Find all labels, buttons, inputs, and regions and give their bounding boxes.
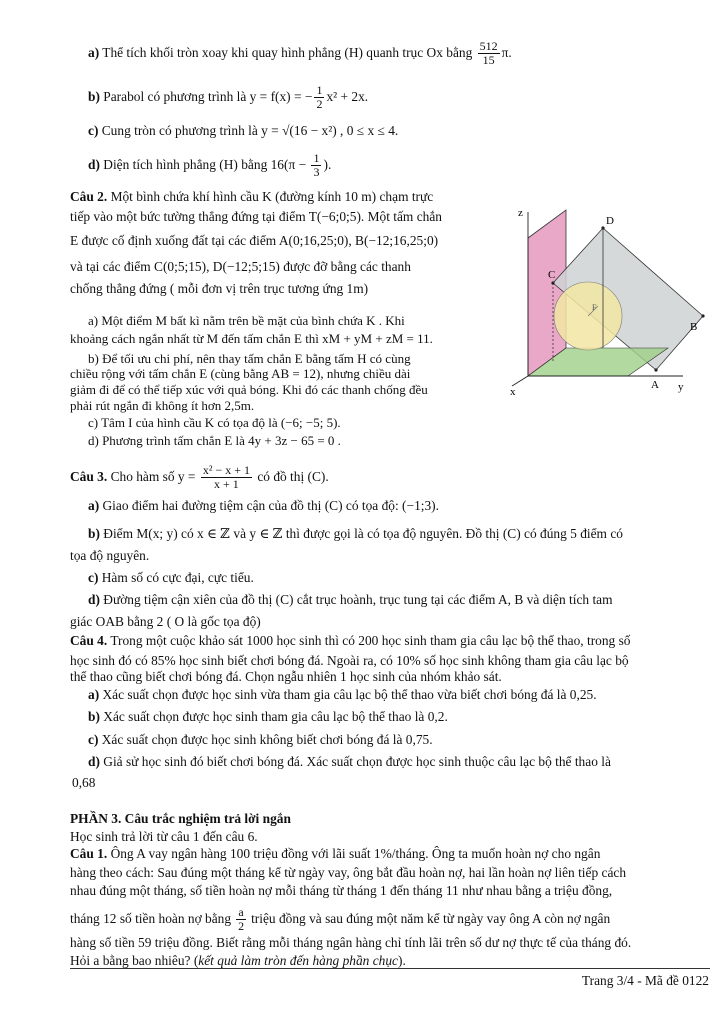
- label-f: F: [592, 303, 597, 312]
- label-c: C: [548, 269, 556, 281]
- q4-a: a) Xác suất chọn được học sinh vừa tham gia câu lạc bộ thể thao vừa biết chơi bóng đá là 0,25.: [88, 687, 597, 702]
- label-d: D: [606, 215, 614, 227]
- part3-q1-line6: Hỏi a bằng bao nhiêu? (kết quả làm tròn đến hàng phần chục).: [70, 953, 406, 968]
- part3-q1-line2: hàng theo cách: Sau đúng một tháng kể từ ngày vay, ông bắt đầu hoàn nợ, hai lần hoàn nợ liên tiếp cách: [70, 865, 627, 880]
- q2-d: d) Phương trình tấm chắn E là 4y + 3z − 65 = 0 .: [88, 433, 341, 448]
- page-footer: Trang 3/4 - Mã đề 0122: [581, 973, 709, 988]
- q3-d2: giác OAB bằng 2 ( O là gốc tọa độ): [70, 614, 261, 629]
- q2-b3: giảm đi để có thể tiếp xúc với quả bóng. Khi đó các thanh chống đều: [70, 382, 428, 397]
- part3-q1-line5: hàng số tiền 59 triệu đồng. Biết rằng mỗi tháng ngân hàng chỉ tính lãi trên số dư nợ thực tế của tháng đó.: [70, 935, 632, 950]
- q4-b: b) Xác suất chọn được học sinh tham gia câu lạc bộ thể thao là 0,2.: [88, 709, 448, 724]
- x-axis: [512, 376, 528, 386]
- label-z: z: [518, 207, 523, 219]
- part3-q1-line3: nhau đúng một tháng, số tiền hoàn nợ mỗi tháng từ tháng 1 đến tháng 11 như nhau bằng a triệu đồng,: [70, 883, 613, 898]
- q1-a: a) Thể tích khối tròn xoay khi quay hình phẳng (H) quanh trục Ox bằng $\frac{512}{15}$ π.: [88, 39, 512, 68]
- q2-b4: phải rút ngắn đi không ít hơn 2,5m.: [70, 398, 255, 413]
- q2-line4: và tại các điểm C(0;5;15), D(−12;5;15) được đỡ bằng các thanh: [70, 259, 411, 274]
- label-b: B: [690, 321, 698, 333]
- q3-c: c) Hàm số có cực đại, cực tiểu.: [88, 570, 254, 585]
- q2-line5: chống thẳng đứng ( mỗi đơn vị trên trục tương ứng 1m): [70, 281, 369, 296]
- q3-b2: tọa độ nguyên.: [70, 548, 150, 563]
- part3-instruction: Học sinh trả lời từ câu 1 đến câu 6.: [70, 829, 258, 844]
- q1-c: c) Cung tròn có phương trình là y = √(16 − x²) , 0 ≤ x ≤ 4.: [88, 123, 399, 138]
- q4-c: c) Xác suất chọn được học sinh không biết chơi bóng đá là 0,75.: [88, 732, 433, 747]
- wall-plane: [528, 210, 566, 376]
- q2-line1: Câu 2. Một bình chứa khí hình cầu K (đường kính 10 m) chạm trực: [70, 189, 434, 204]
- q3-a: a) Giao điểm hai đường tiệm cận của đồ thị (C) có tọa độ: (−1;3).: [88, 498, 439, 513]
- q2-b2: chiều rộng với tấm chắn E (cùng bằng AB = 12), nhưng chiều dài: [70, 366, 411, 381]
- q2-line3: E được cố định xuống đất tại các điểm A(0;16,25;0), B(−12;16,25;0): [70, 233, 439, 248]
- q4-line2: học sinh đó có 85% học sinh biết chơi bóng đá. Ngoài ra, có 10% số học sinh không tham gia câu lạc bộ: [70, 653, 629, 668]
- label-y: y: [678, 381, 684, 393]
- q2-line2: tiếp vào một bức tường thẳng đứng tại điểm T(−6;0;5). Một tấm chắn: [70, 209, 442, 224]
- part3-q1-line4: tháng 12 số tiền hoàn nợ bằng $\frac{a}{2}$ triệu đồng và sau đúng một năm kể từ ngày vay ông A còn nợ ngân: [70, 905, 611, 934]
- q2-c: c) Tâm I của hình cầu K có tọa độ là (−6; −5; 5).: [88, 415, 341, 430]
- q4-d2: 0,68: [72, 775, 96, 790]
- q1-d: d) Diện tích hình phẳng (H) bằng 16(π − $\frac{1}{3}$ ).: [88, 151, 332, 180]
- q2-a2: khoảng cách ngắn nhất từ M đến tấm chắn E thì xM + yM + zM = 11.: [70, 331, 433, 346]
- q1-b: b) Parabol có phương trình là y = f(x) = − $\frac{1}{2}$ x² + 2x.: [88, 83, 369, 112]
- part3-q1-line1: Câu 1. Ông A vay ngân hàng 100 triệu đồng với lãi suất 1%/tháng. Ông ta muốn hoàn nợ cho ngân: [70, 846, 601, 861]
- q2-a1: a) Một điểm M bất kì nằm trên bề mặt của bình chứa K . Khi: [88, 313, 405, 328]
- label-a: A: [651, 379, 659, 391]
- q4-line1: Câu 4. Trong một cuộc khảo sát 1000 học sinh thì có 200 học sinh tham gia câu lạc bộ thể thao, trong số: [70, 633, 631, 648]
- footer-rule: [70, 968, 710, 969]
- q3-b1: b) Điểm M(x; y) có x ∈ ℤ và y ∈ ℤ thì được gọi là có tọa độ nguyên. Đồ thị (C) có đúng 5 điểm có: [88, 526, 623, 541]
- q3-d1: d) Đường tiệm cận xiên của đồ thị (C) cắt trục hoành, trục tung tại các điểm A, B và diện tích tam: [88, 592, 613, 607]
- part3-title: PHẦN 3. Câu trắc nghiệm trả lời ngắn: [70, 811, 291, 826]
- q4-d1: d) Giả sử học sinh đó biết chơi bóng đá. Xác suất chọn được học sinh thuộc câu lạc bộ thể thao là: [88, 754, 611, 769]
- q3-intro: Câu 3. Cho hàm số y = $\frac{\text{x² − x + 1}}{x + 1}$ có đồ thị (C).: [70, 463, 329, 492]
- label-x: x: [510, 386, 516, 398]
- q4-line3: thể thao cũng biết chơi bóng đá. Chọn ngẫu nhiên 1 học sinh của nhóm khảo sát.: [70, 669, 502, 684]
- sphere-wall-plate-figure: [508, 198, 708, 398]
- q2-b1: b) Để tối ưu chi phí, nên thay tấm chắn E bằng tấm H có cùng: [88, 351, 411, 366]
